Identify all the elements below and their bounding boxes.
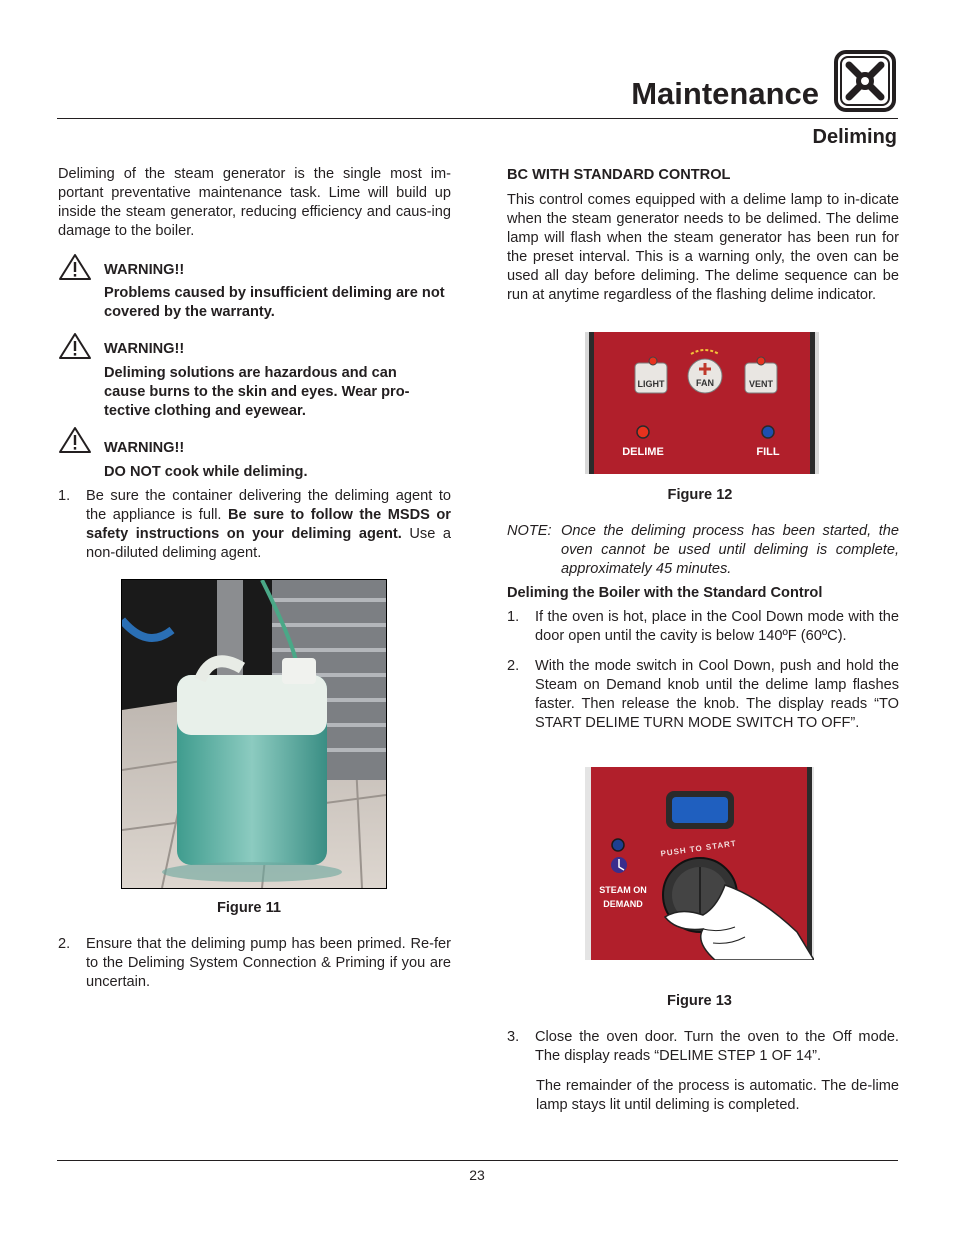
warning-icon <box>58 253 92 281</box>
demand-label: DEMAND <box>603 899 643 909</box>
control-panel-figure-12 <box>585 332 819 474</box>
maintenance-wrench-icon <box>833 49 897 113</box>
fill-lamp-label: FILL <box>756 446 780 458</box>
warning-text: Problems caused by insufficient deliming are not covered by the warranty. <box>104 285 445 320</box>
section-heading: BC WITH STANDARD CONTROL <box>507 167 731 183</box>
list-item: 2. Ensure that the deliming pump has been primed. Re-fer to the Deliming System Connection & Priming if you are uncertain. <box>58 936 451 990</box>
warning-icon <box>58 332 92 360</box>
figure-caption: Figure 11 <box>216 900 282 916</box>
header-rule <box>57 118 898 119</box>
light-button-label: LIGHT <box>637 379 665 389</box>
warning-icon <box>58 426 92 454</box>
steam-on-demand-panel-figure-13 <box>585 767 814 960</box>
figure-caption: Figure 12 <box>667 487 733 503</box>
delime-lamp-label: DELIME <box>622 446 664 458</box>
list-item: 1. If the oven is hot, place in the Cool Down mode with the door open until the cavity is below 140ºF (60ºC). <box>507 609 899 644</box>
page-title: Maintenance <box>631 76 819 111</box>
warning-text: DO NOT cook while deliming. <box>104 464 308 480</box>
footer-rule <box>57 1160 898 1161</box>
control-paragraph: This control comes equipped with a delime lamp to in-dicate when the steam generator needs to be delimed. The delime lamp will flash when the steam generator has been run for the preset interval. This is a warning only, the oven can be used all day before deliming. The delime sequence can be run at anytime regardless of the flashing delime indicator. <box>507 192 899 303</box>
steam-on-label: STEAM ON <box>599 885 647 895</box>
warning-label: WARNING!! <box>104 341 185 357</box>
step3-paragraph: The remainder of the process is automatic. The de-lime lamp stays lit until deliming is completed. <box>536 1078 899 1113</box>
figure-caption: Figure 13 <box>667 993 732 1009</box>
note-label: NOTE: <box>507 523 552 539</box>
fan-button-label: FAN <box>696 378 714 388</box>
warning-text: Deliming solutions are hazardous and can cause burns to the skin and eyes. Wear pro-tective clothing and eyewear. <box>104 365 410 419</box>
intro-paragraph: Deliming of the steam generator is the single most im-portant preventative maintenance task. Lime will build up inside the steam generator, reducing efficiency and caus-ing damage to the boiler. <box>58 166 451 239</box>
vent-button-label: VENT <box>748 379 774 389</box>
deliming-container-photo <box>121 579 387 889</box>
list-item: 3. Close the oven door. Turn the oven to the Off mode. The display reads “DELIME STEP 1 OF 14”. <box>507 1029 899 1064</box>
page-number: 23 <box>469 1167 485 1183</box>
note-text: Once the deliming process has been started, the oven cannot be used until deliming is complete, approximately 45 minutes. <box>561 523 899 577</box>
subheading: Deliming the Boiler with the Standard Control <box>507 585 823 601</box>
list-item: 2. With the mode switch in Cool Down, push and hold the Steam on Demand knob until the delime lamp flashes faster. Then release the knob. The display reads “TO START DELIME TURN MODE SWITCH TO OFF”. <box>507 658 899 731</box>
list-item: 1. Be sure the container delivering the deliming agent to the appliance is full. Be sure to follow the MSDS or safety instructions on your deliming agent. Use a non-diluted deliming agent. <box>58 488 451 561</box>
push-to-start-label: PUSH TO START <box>660 838 738 859</box>
section-title: Deliming <box>812 126 897 148</box>
warning-label: WARNING!! <box>104 262 185 278</box>
warning-label: WARNING!! <box>104 440 185 456</box>
